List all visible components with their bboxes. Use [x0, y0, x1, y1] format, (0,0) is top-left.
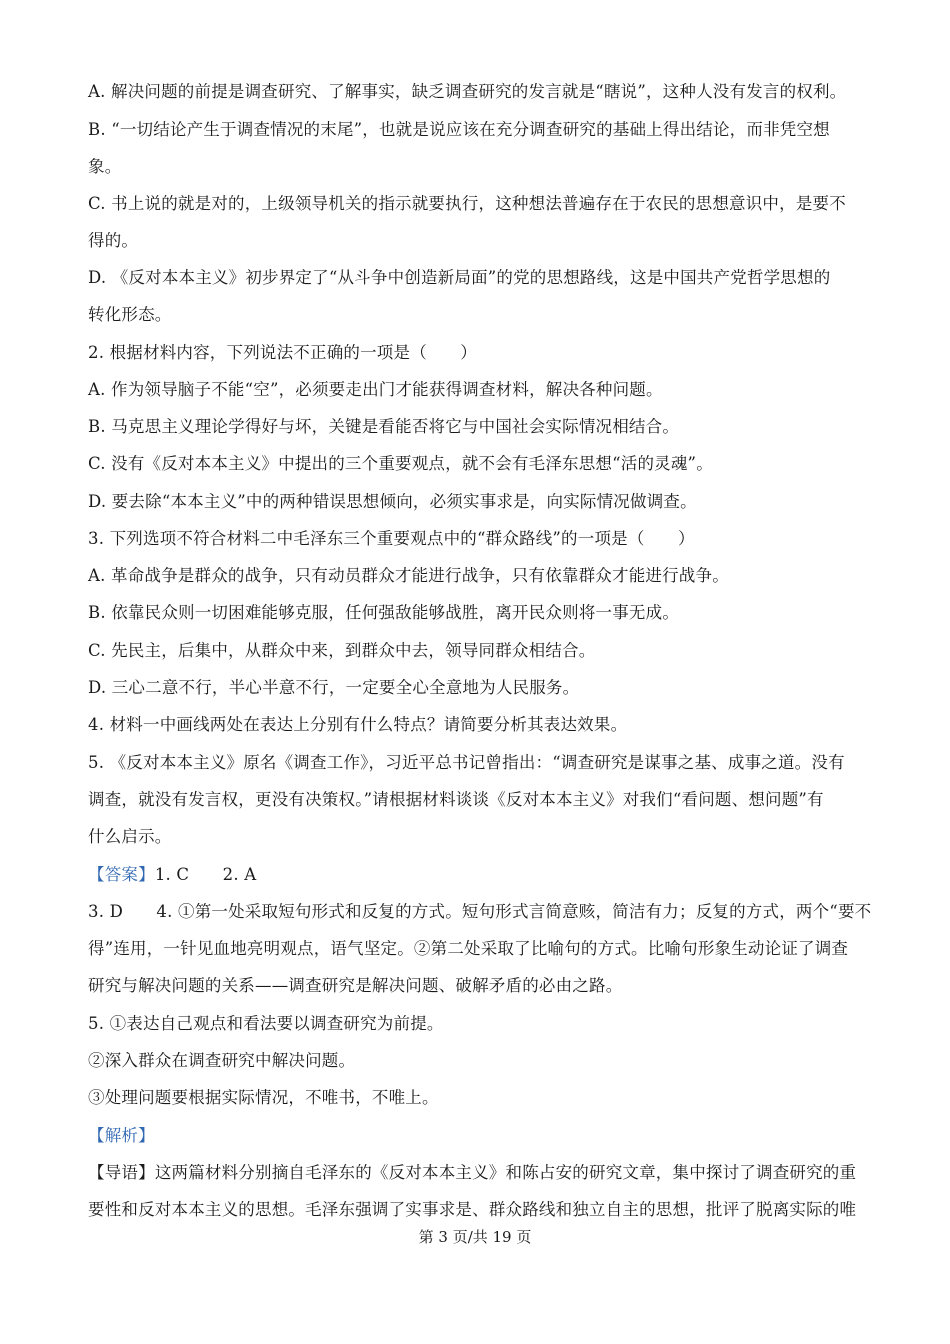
q3-stem: 3. 下列选项不符合材料二中毛泽东三个重要观点中的“群众路线”的一项是（ ） — [88, 529, 695, 548]
analysis-intro-tag: 【导语】 — [88, 1163, 155, 1182]
q1-option-b-line2: 象。 — [88, 157, 122, 176]
answer-line4: 研究与解决问题的关系——调查研究是解决问题、破解矛盾的必由之路。 — [88, 976, 623, 995]
q1-option-a: A. 解决问题的前提是调查研究、了解事实，缺乏调查研究的发言就是“瞎说”，这种人没有发言的权利。 — [88, 82, 847, 101]
page-footer: 第 3 页/共 19 页 — [418, 1228, 532, 1246]
q1-option-b-line1: B. “一切结论产生于调查情况的末尾”，也就是说应该在充分调查研究的基础上得出结论，而非凭空想 — [88, 120, 830, 139]
q3-option-b: B. 依靠民众则一切困难能够克服，任何强敌能够战胜，离开民众则将一事无成。 — [88, 603, 680, 622]
answer-line2: 3. D 4. ①第一处采取短句形式和反复的方式。短句形式言简意赅，简洁有力；反复的方式，两个“要不 — [88, 902, 872, 921]
q1-option-c-line1: C. 书上说的就是对的，上级领导机关的指示就要执行，这种想法普遍存在于农民的思想意识中，是要不 — [88, 194, 846, 213]
q3-option-c: C. 先民主，后集中，从群众中来，到群众中去，领导同群众相结合。 — [88, 641, 596, 660]
q3-option-a: A. 革命战争是群众的战争，只有动员群众才能进行战争，只有依靠群众才能进行战争。 — [88, 566, 729, 585]
q3-option-d: D. 三心二意不行，半心半意不行，一定要全心全意地为人民服务。 — [88, 678, 580, 697]
q2-option-b: B. 马克思主义理论学得好与坏，关键是看能否将它与中国社会实际情况相结合。 — [88, 417, 680, 436]
q1-option-d-line2: 转化形态。 — [88, 305, 172, 324]
q2-option-a: A. 作为领导脑子不能“空”，必须要走出门才能获得调查材料，解决各种问题。 — [88, 380, 663, 399]
q4-stem: 4. 材料一中画线两处在表达上分别有什么特点？请简要分析其表达效果。 — [88, 715, 628, 734]
answer-line3: 得”连用，一针见血地亮明观点，语气坚定。②第二处采取了比喻句的方式。比喻句形象生动论证了调查 — [88, 939, 849, 958]
analysis-tag: 【解析】 — [88, 1126, 155, 1145]
answer-line1 — [88, 865, 868, 885]
q2-option-d: D. 要去除“本本主义”中的两种错误思想倾向，必须实事求是，向实际情况做调查。 — [88, 492, 697, 511]
q5-stem-line1: 5. 《反对本本主义》原名《调查工作》，习近平总书记曾指出：“调查研究是谋事之基、成事之道。没有 — [88, 753, 845, 772]
answer-line5: 5. ①表达自己观点和看法要以调查研究为前提。 — [88, 1014, 444, 1033]
q2-stem: 2. 根据材料内容，下列说法不正确的一项是（ ） — [88, 343, 477, 362]
answer-text-1: 1. C 2. A — [154, 865, 257, 884]
q5-stem-line3: 什么启示。 — [88, 827, 172, 846]
analysis-intro-line1 — [88, 1163, 868, 1183]
q2-option-c: C. 没有《反对本本主义》中提出的三个重要观点，就不会有毛泽东思想“活的灵魂”。 — [88, 454, 713, 473]
analysis-intro-line2: 要性和反对本本主义的思想。毛泽东强调了实事求是、群众路线和独立自主的思想，批评了脱离实际的唯 — [88, 1200, 857, 1219]
analysis-intro-text1: 这两篇材料分别摘自毛泽东的《反对本本主义》和陈占安的研究文章，集中探讨了调查研究的重 — [154, 1163, 857, 1182]
q1-option-c-line2: 得的。 — [88, 231, 139, 250]
q5-stem-line2: 调查，就没有发言权，更没有决策权。”请根据材料谈谈《反对本本主义》对我们“看问题、想问题”有 — [88, 790, 824, 809]
analysis-heading — [88, 1126, 868, 1146]
q1-option-d-line1: D. 《反对本本主义》初步界定了“从斗争中创造新局面”的党的思想路线，这是中国共产党哲学思想的 — [88, 268, 831, 287]
answer-tag: 【答案】 — [88, 865, 155, 884]
answer-line6: ②深入群众在调查研究中解决问题。 — [88, 1051, 356, 1070]
answer-line7: ③处理问题要根据实际情况，不唯书，不唯上。 — [88, 1088, 439, 1107]
